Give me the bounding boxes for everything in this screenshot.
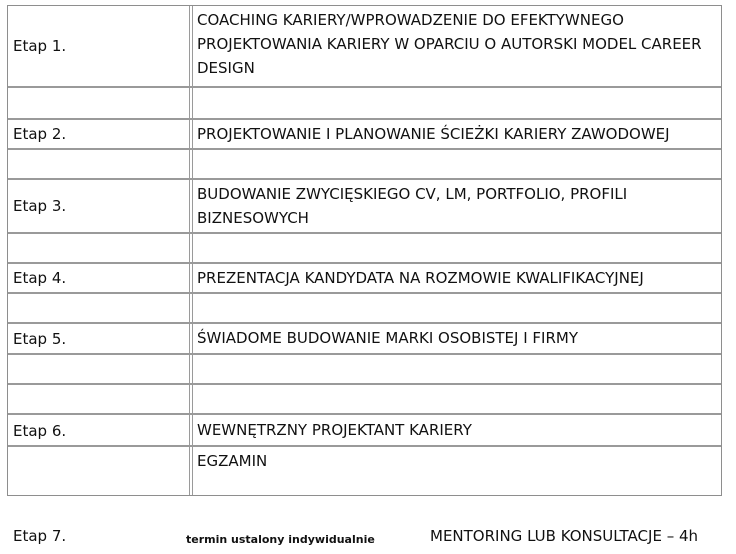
table-row (8, 178, 721, 232)
stage-label: Etap 3. (13, 197, 67, 215)
description-cell (192, 150, 721, 178)
table-row (8, 322, 721, 353)
stage-description: BUDOWANIE ZWYCIĘSKIEGO CV, LM, PORTFOLIO, PROFILI BIZNESOWYCH (197, 185, 628, 227)
stage-description: ŚWIADOME BUDOWANIE MARKI OSOBISTEJ I FIRMY (197, 329, 578, 347)
table-row (8, 383, 721, 413)
stage-description: WEWNĘTRZNY PROJEKTANT KARIERY (197, 421, 472, 439)
stage-cell (8, 294, 190, 322)
description-cell (192, 294, 721, 322)
stage-cell (8, 415, 190, 445)
schedule-note: termin ustalony indywidualnie (186, 533, 375, 546)
description-cell (192, 6, 721, 86)
stage-cell (8, 355, 190, 383)
exam-text: EGZAMIN (197, 452, 268, 470)
description-cell (192, 88, 721, 118)
program-table (7, 5, 722, 496)
table-row (8, 6, 721, 86)
table-row (8, 445, 721, 495)
stage-label: Etap 4. (13, 269, 67, 287)
stage-cell (8, 120, 190, 148)
stage-7-label: Etap 7. (13, 527, 67, 545)
table-row (8, 353, 721, 383)
description-cell (192, 385, 721, 413)
table-row (8, 232, 721, 262)
description-cell (192, 447, 721, 495)
stage-cell (8, 234, 190, 262)
table-row (8, 118, 721, 148)
description-cell (192, 355, 721, 383)
description-cell (192, 264, 721, 292)
stage-label: Etap 1. (13, 37, 67, 55)
stage-cell (8, 150, 190, 178)
stage-7-description: MENTORING LUB KONSULTACJE – 4h (430, 527, 699, 545)
stage-cell (8, 385, 190, 413)
stage-cell (8, 324, 190, 353)
stage-label: Etap 2. (13, 125, 67, 143)
description-cell (192, 415, 721, 445)
stage-cell (8, 264, 190, 292)
description-cell (192, 120, 721, 148)
stage-description: COACHING KARIERY/WPROWADZENIE DO EFEKTYWNEGO PROJEKTOWANIA KARIERY W OPARCIU O AUTORSKI MODEL CAREER DESIGN (197, 11, 702, 77)
stage-label: Etap 5. (13, 330, 67, 348)
stage-label: Etap 6. (13, 422, 67, 440)
table-row (8, 148, 721, 178)
stage-cell (8, 180, 190, 232)
description-cell (192, 234, 721, 262)
description-cell (192, 324, 721, 353)
stage-cell (8, 88, 190, 118)
stage-description: PREZENTACJA KANDYDATA NA ROZMOWIE KWALIFIKACYJNEJ (197, 269, 644, 287)
table-row (8, 413, 721, 445)
stage-cell (8, 447, 190, 495)
stage-cell (8, 6, 190, 86)
description-cell (192, 180, 721, 232)
table-row (8, 292, 721, 322)
table-row (8, 86, 721, 118)
stage-description: PROJEKTOWANIE I PLANOWANIE ŚCIEŻKI KARIERY ZAWODOWEJ (197, 125, 670, 143)
table-row (8, 262, 721, 292)
